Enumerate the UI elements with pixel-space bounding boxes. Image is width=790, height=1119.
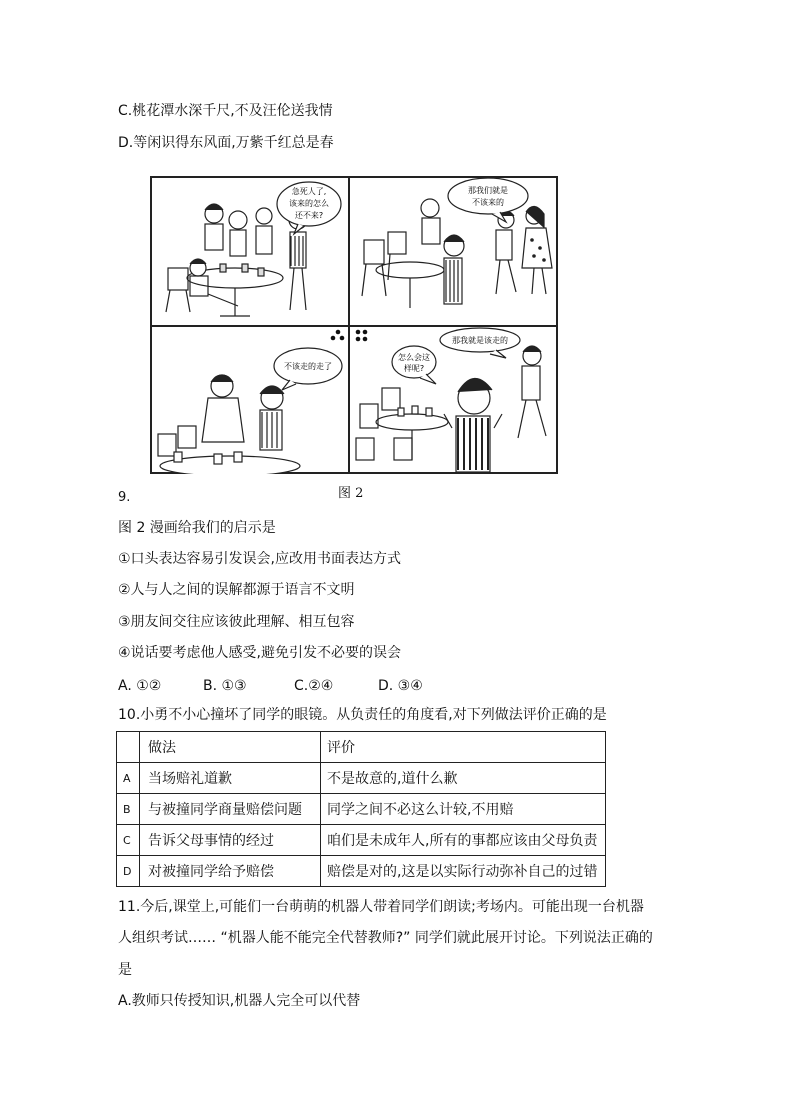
bubble-2-line-1: 那我们就是 bbox=[468, 186, 508, 195]
table-row bbox=[117, 856, 606, 887]
table-cell: 与被撞同学商量赔偿问题 bbox=[140, 794, 321, 825]
q9-option-a: A. ①② bbox=[118, 678, 162, 694]
bubble-1-line-2: 该来的怎么 bbox=[289, 199, 329, 208]
table-row bbox=[117, 825, 606, 856]
q9-stem: 图 2 漫画给我们的启示是 bbox=[118, 520, 276, 536]
q11-line-1: 11.今后,课堂上,可能们一台萌萌的机器人带着同学们朗读;考场内。可能出现一台机器 bbox=[118, 899, 644, 915]
option-d: D.等闲识得东风面,万紫千红总是春 bbox=[118, 135, 334, 151]
table-cell: 当场赔礼道歉 bbox=[140, 763, 321, 794]
table-cell: 赔偿是对的,这是以实际行动弥补自己的过错 bbox=[321, 856, 606, 887]
q9-item-4: ④说话要考虑他人感受,避免引发不必要的误会 bbox=[118, 645, 401, 661]
q9-number: 9. bbox=[118, 490, 131, 505]
table-cell: 同学之间不必这么计较,不用赔 bbox=[321, 794, 606, 825]
q10-stem: 10.小勇不小心撞坏了同学的眼镜。从负责任的角度看,对下列做法评价正确的是 bbox=[118, 707, 607, 723]
bubble-1-line-1: 急死人了, bbox=[291, 187, 327, 196]
table-cell: 对被撞同学给予赔偿 bbox=[140, 856, 321, 887]
table-row bbox=[117, 763, 606, 794]
q11-line-2: 人组织考试…… “机器人能不能完全代替教师?” 同学们就此展开讨论。下列说法正确的 bbox=[118, 930, 653, 946]
bubble-1-line-3: 还不来? bbox=[294, 211, 324, 220]
q11-line-3: 是 bbox=[118, 962, 132, 978]
table-cell: 告诉父母事情的经过 bbox=[140, 825, 321, 856]
bubble-2-line-2: 不该来的 bbox=[472, 198, 504, 207]
q9-option-b: B. ①③ bbox=[203, 678, 247, 694]
q9-option-d: D. ③④ bbox=[378, 678, 423, 694]
table-header-cell: 评价 bbox=[321, 732, 606, 763]
table-header-cell: 做法 bbox=[140, 732, 321, 763]
bubble-4b-line-1: 怎么会这 bbox=[398, 353, 430, 362]
table-cell: 咱们是未成年人,所有的事都应该由父母负责 bbox=[321, 825, 606, 856]
comic-figure bbox=[150, 176, 558, 474]
table-cell: C bbox=[117, 825, 140, 856]
table-row bbox=[117, 794, 606, 825]
table-cell: D bbox=[117, 856, 140, 887]
option-c: C.桃花潭水深千尺,不及汪伦送我情 bbox=[118, 103, 333, 119]
table-header-row bbox=[117, 732, 606, 763]
q9-item-1: ①口头表达容易引发误会,应改用书面表达方式 bbox=[118, 551, 401, 567]
table-cell: 不是故意的,道什么歉 bbox=[321, 763, 606, 794]
bubble-4a-text: 那我就是该走的 bbox=[452, 336, 508, 345]
figure-caption: 图 2 bbox=[338, 486, 364, 501]
q9-option-c: C.②④ bbox=[294, 678, 334, 694]
q10-table bbox=[116, 731, 606, 887]
q9-item-3: ③朋友间交往应该彼此理解、相互包容 bbox=[118, 614, 355, 630]
q11-option-a: A.教师只传授知识,机器人完全可以代替 bbox=[118, 993, 361, 1009]
bubble-3-text: 不该走的走了 bbox=[284, 362, 332, 371]
table-cell: B bbox=[117, 794, 140, 825]
q9-item-2: ②人与人之间的误解都源于语言不文明 bbox=[118, 582, 355, 598]
table-cell: A bbox=[117, 763, 140, 794]
bubble-4b-line-2: 样呢? bbox=[403, 364, 425, 373]
table-header-cell bbox=[117, 732, 140, 763]
